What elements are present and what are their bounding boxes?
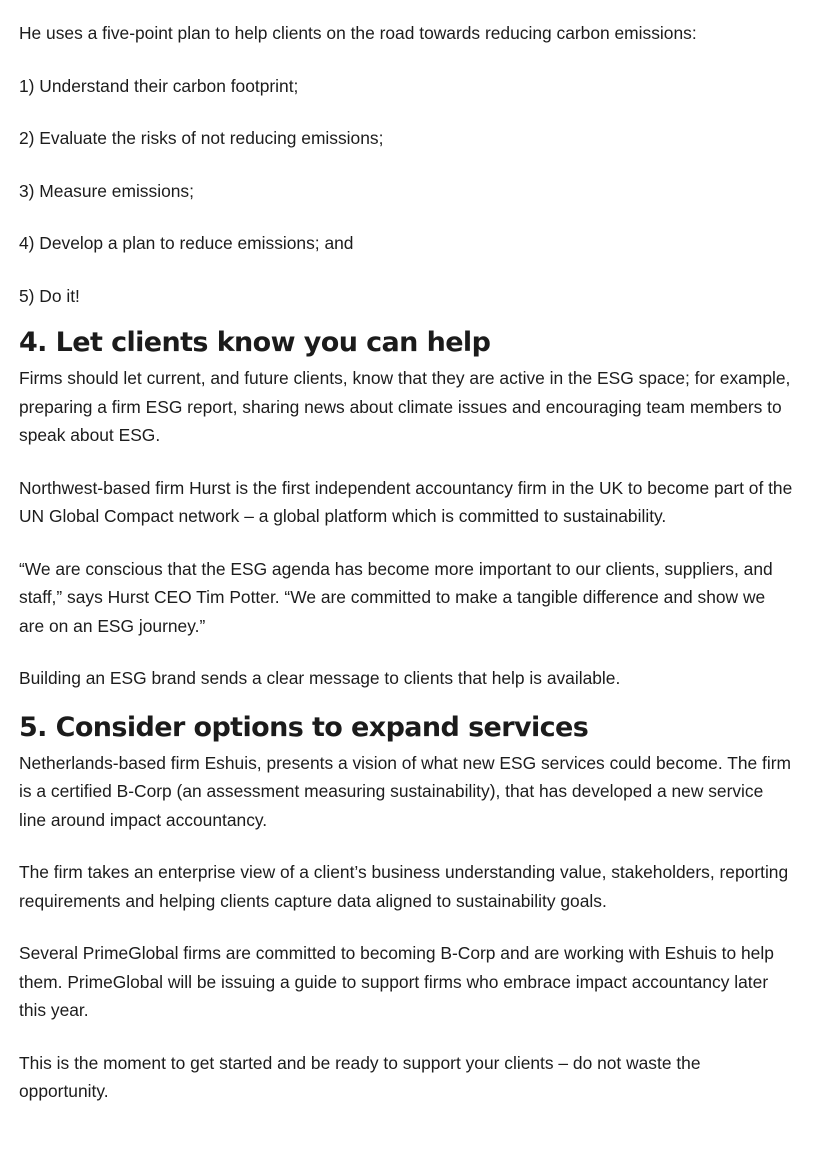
section-heading: 4. Let clients know you can help: [19, 327, 491, 358]
plan-step-2: 2) Evaluate the risks of not reducing emissions;: [19, 128, 384, 148]
quote-paragraph: “We are conscious that the ESG agenda has become more important to our clients, suppliers, and staff,” says Hurst CEO Tim Potter. “We are committed to make a tangible difference and show we are on an ESG journey.”: [19, 558, 773, 636]
section-heading: 5. Consider options to expand services: [19, 711, 589, 743]
article-body: [19, 0, 794, 1106]
plan-step-4: 4) Develop a plan to reduce emissions; and: [19, 233, 354, 253]
intro-paragraph: He uses a five-point plan to help clients on the road towards reducing carbon emissions:: [19, 23, 697, 43]
plan-step-5: 5) Do it!: [19, 285, 80, 306]
section-paragraph: The firm takes an enterprise view of a client’s business understanding value, stakeholders, reporting requirements and helping clients capture data aligned to sustainability goals.: [19, 862, 789, 911]
five-point-plan-list: [19, 72, 794, 311]
section-paragraph: Firms should let current, and future clients, know that they are active in the ESG space; for example, preparing a firm ESG report, sharing news about climate issues and encouraging team members to speak about ESG.: [19, 368, 791, 445]
section-let-clients-know: [19, 326, 794, 693]
section-paragraph: This is the moment to get started and be ready to support your clients – do not waste the opportunity.: [19, 1052, 701, 1101]
plan-step-1: 1) Understand their carbon footprint;: [19, 75, 299, 96]
section-paragraph: Netherlands-based firm Eshuis, presents a vision of what new ESG services could become. The firm is a certified B-Corp (an assessment measuring sustainability), that has developed a new service line around impact accountancy.: [19, 752, 791, 830]
section-paragraph: Building an ESG brand sends a clear message to clients that help is available.: [19, 668, 621, 688]
section-expand-services: [19, 711, 794, 1106]
section-paragraph: Several PrimeGlobal firms are committed to becoming B-Corp and are working with Eshuis to help them. PrimeGlobal will be issuing a guide to support firms who embrace impact accountancy later this year.: [19, 943, 774, 1020]
section-paragraph: Northwest-based firm Hurst is the first independent accountancy firm in the UK to become part of the UN Global Compact network – a global platform which is committed to sustainability.: [19, 477, 793, 526]
plan-step-3: 3) Measure emissions;: [19, 180, 194, 201]
